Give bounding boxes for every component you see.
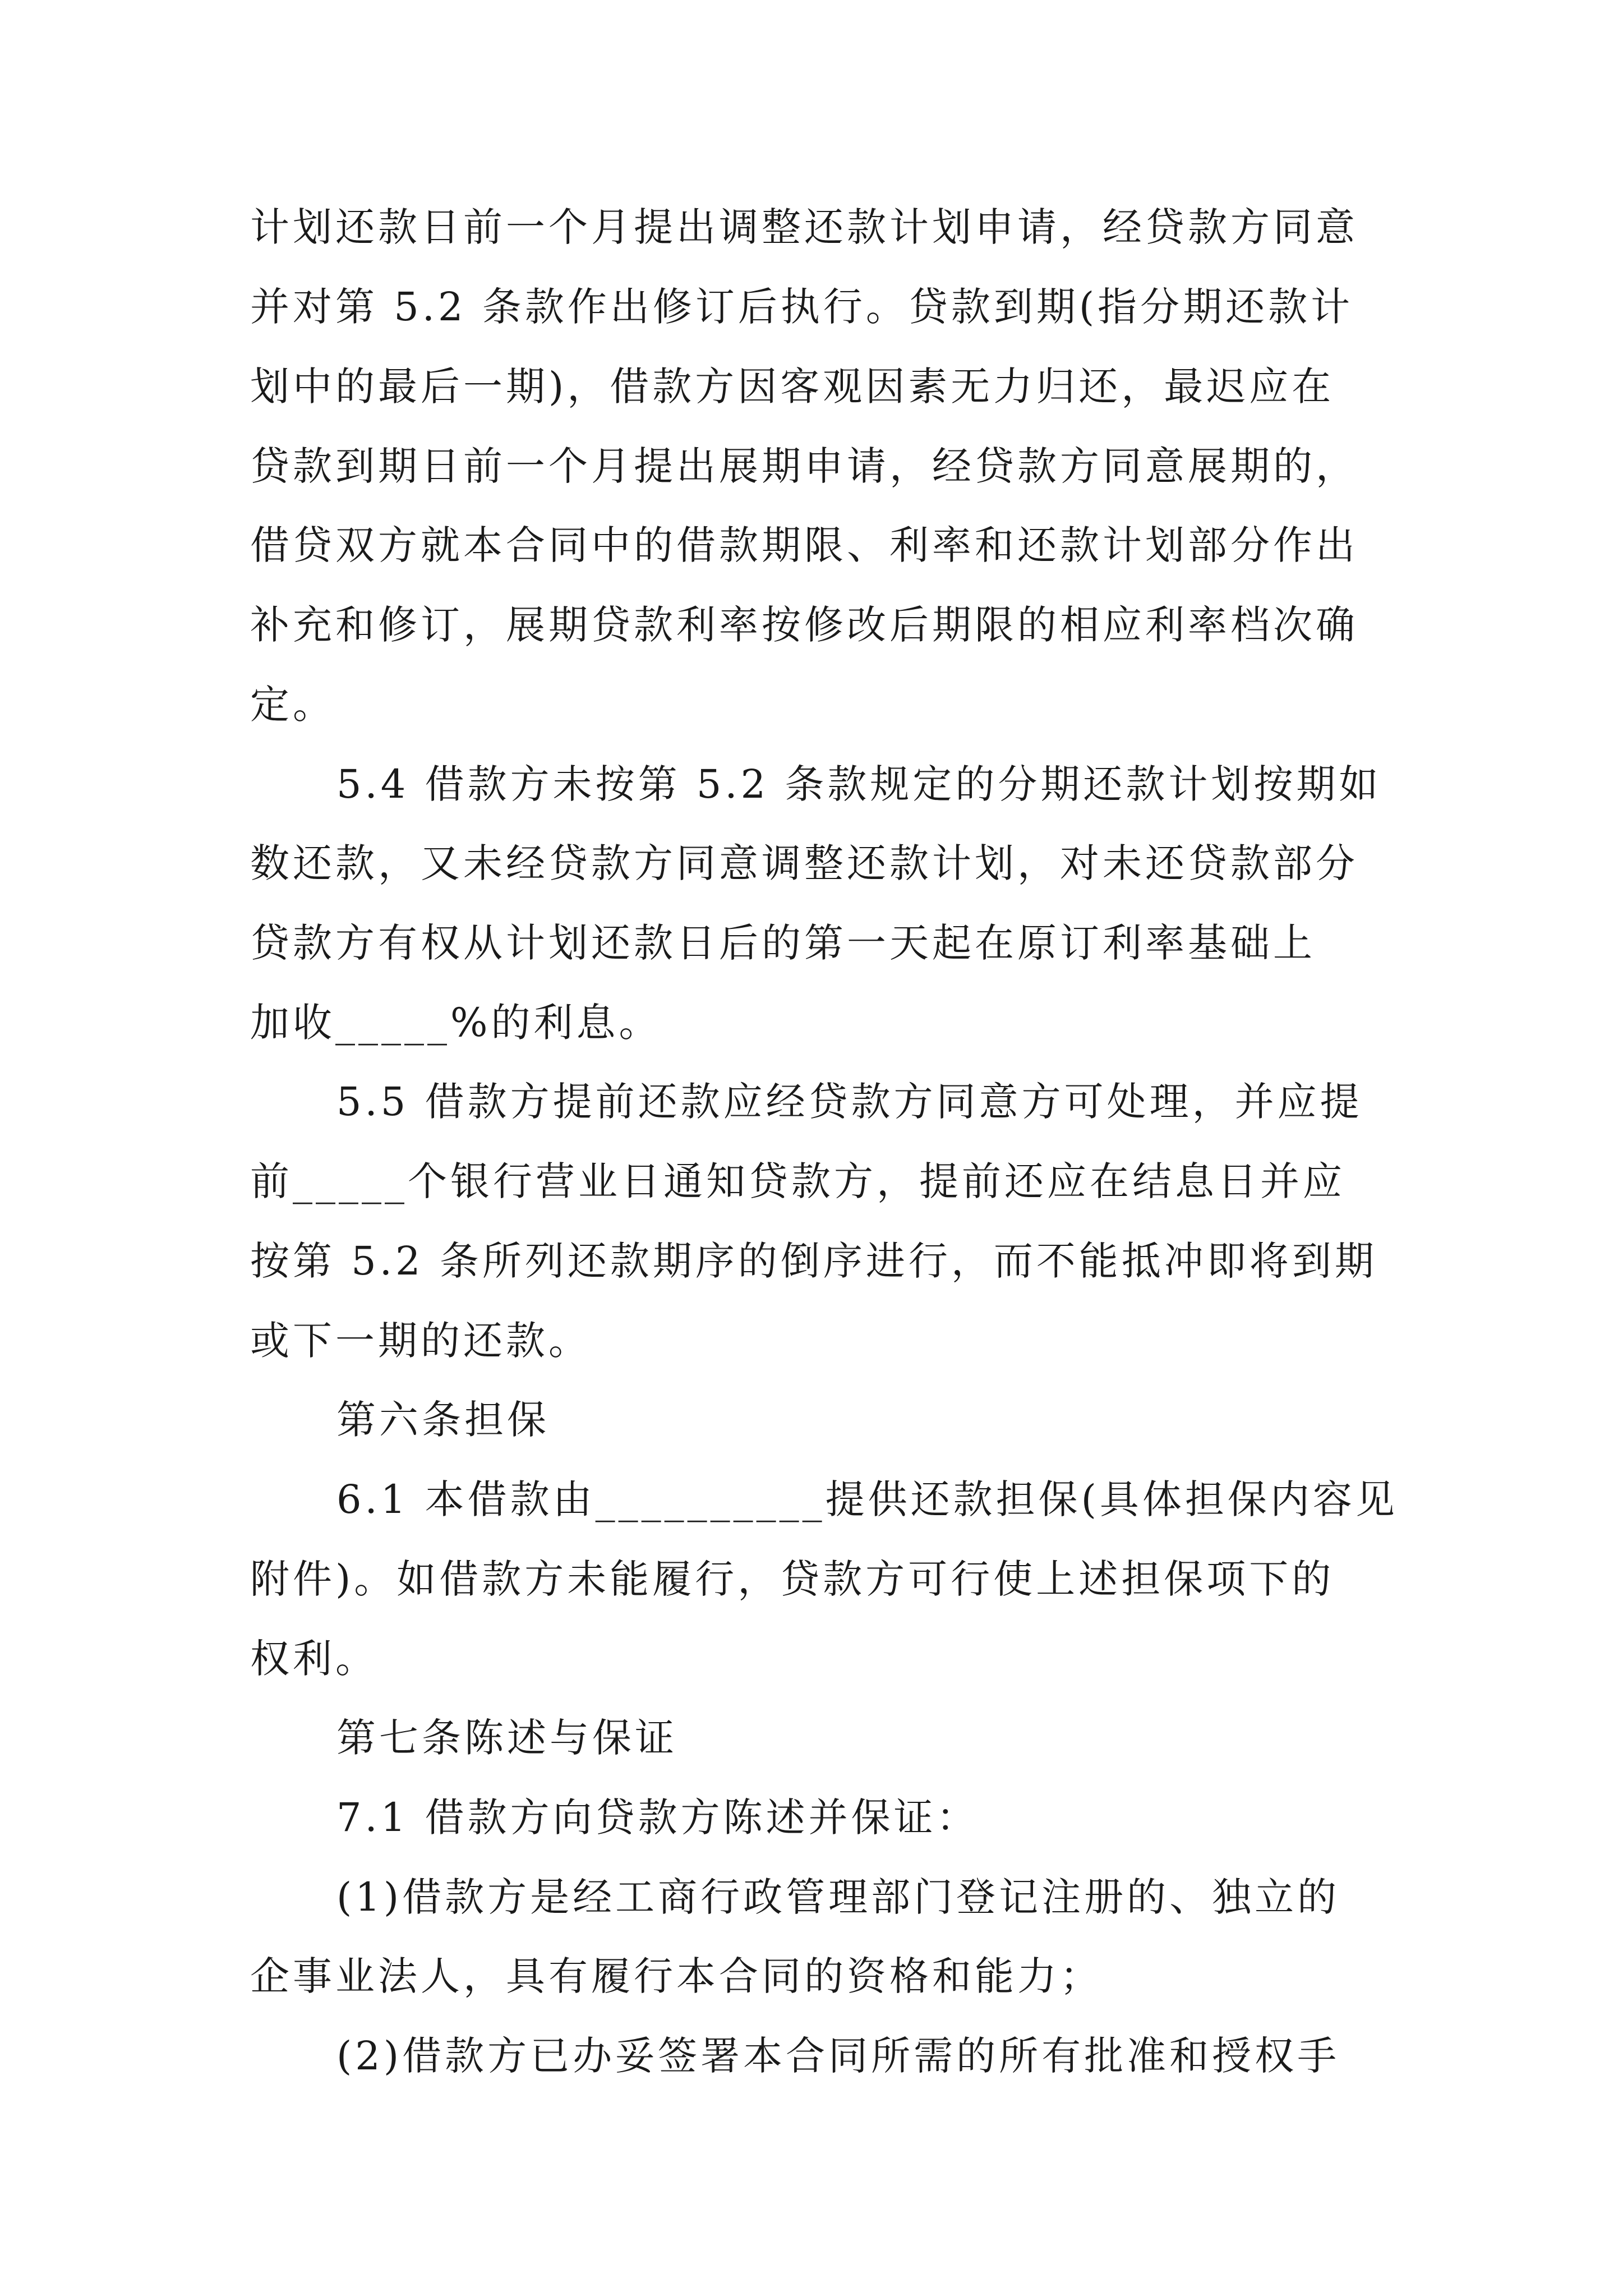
section-heading: 第七条陈述与保证 [336,1715,677,1761]
text-line: 借贷双方就本合同中的借款期限、利率和还款计划部分作出 [250,522,1358,568]
text-line: 权利。 [250,1636,378,1682]
paragraph-first-line: 5.5 借款方提前还款应经贷款方同意方可处理，并应提 [336,1079,1363,1125]
paragraph-first-line: 5.4 借款方未按第 5.2 条款规定的分期还款计划按期如 [336,761,1382,807]
paragraph-first-line: 7.1 借款方向贷款方陈述并保证： [336,1795,979,1841]
text-line: 加收_____%的利息。 [250,1000,662,1046]
text-line: 或下一期的还款。 [250,1318,591,1364]
text-line: 补充和修订，展期贷款利率按修改后期限的相应利率档次确 [250,602,1358,648]
paragraph-first-line: 6.1 本借款由__________提供还款担保(具体担保内容见 [336,1476,1398,1522]
text-line: 前_____个银行营业日通知贷款方，提前还应在结息日并应 [250,1158,1345,1204]
text-line: 划中的最后一期)，借款方因客观因素无力归还，最迟应在 [250,364,1335,409]
text-line: 贷款到期日前一个月提出展期申请，经贷款方同意展期的， [250,443,1358,489]
text-line: 定。 [250,682,335,728]
text-line: 并对第 5.2 条款作出修订后执行。贷款到期(指分期还款计 [250,284,1354,330]
paragraph-first-line: (1)借款方是经工商行政管理部门登记注册的、独立的 [336,1874,1340,1920]
text-line: 按第 5.2 条所列还款期序的倒序进行，而不能抵冲即将到期 [250,1238,1377,1284]
text-line: 计划还款日前一个月提出调整还款计划申请，经贷款方同意 [250,204,1358,250]
text-line: 数还款，又未经贷款方同意调整还款计划，对未还贷款部分 [250,840,1358,886]
text-line: 贷款方有权从计划还款日后的第一天起在原订利率基础上 [250,920,1316,966]
text-line: 附件)。如借款方未能履行，贷款方可行使上述担保项下的 [250,1556,1335,1602]
paragraph-first-line: (2)借款方已办妥签署本合同所需的所有批准和授权手 [336,2033,1340,2079]
section-heading: 第六条担保 [336,1397,550,1443]
text-line: 企事业法人，具有履行本合同的资格和能力； [250,1953,1103,1999]
